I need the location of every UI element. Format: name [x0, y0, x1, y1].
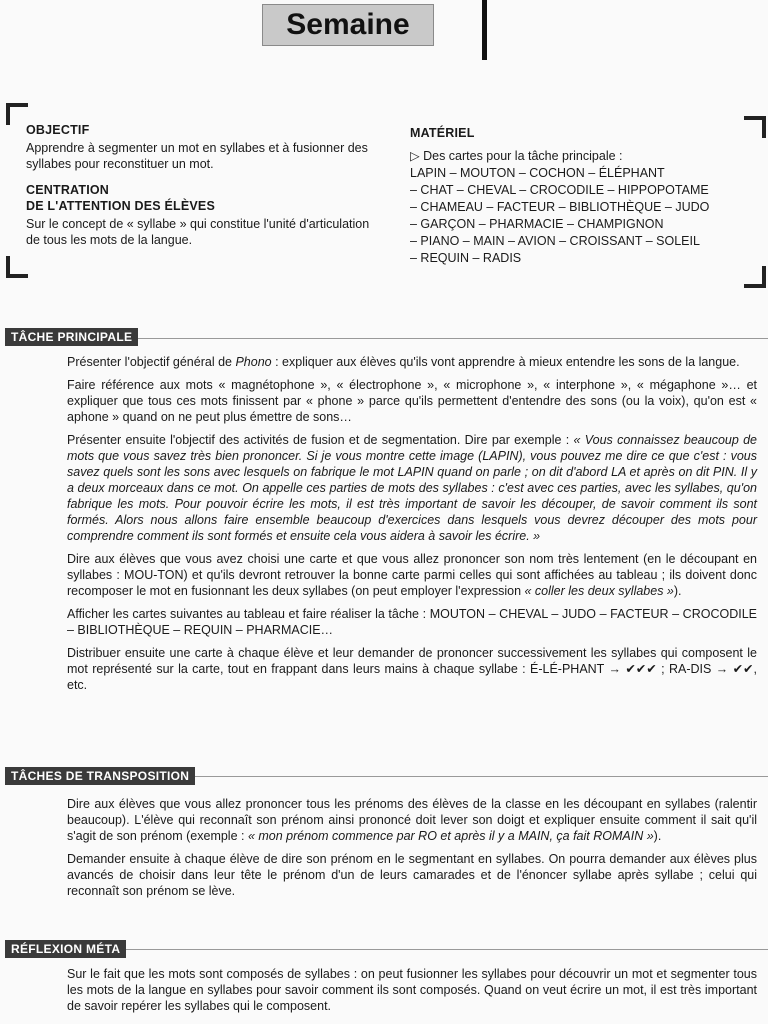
materiel-line: – PIANO – MAIN – AVION – CROISSANT – SOLEIL	[410, 234, 700, 248]
reflexion-meta-body	[67, 966, 757, 1021]
materiel-line: – GARÇON – PHARMACIE – CHAMPIGNON	[410, 217, 664, 231]
frame-corner-bottom-right	[744, 266, 766, 288]
centration-heading-2: DE L'ATTENTION DES ÉLÈVES	[26, 199, 216, 213]
paragraph: Demander ensuite à chaque élève de dire son prénom en le segmentant en syllabes. On pourra demander aux élèves plus avancés de choisir dans leur tête le prénom d'un de leurs camarades et de l'énoncer syllabe après syllabe ; celui qui reconnaît son prénom se lève.	[67, 852, 757, 898]
materiel-box	[410, 125, 760, 267]
objectives-box	[26, 122, 386, 258]
transposition-body	[67, 796, 757, 906]
tache-principale-body	[67, 354, 757, 700]
paragraph: Dire aux élèves que vous allez prononcer tous les prénoms des élèves de la classe en les découpant en syllabes (ralentir beaucoup). L'élève qui reconnaît son prénom ainsi prononcé doit lever son doigt et expliquer ensuite comment il sait qu'il s'agit de son prénom (exemple : « mon prénom commence par RO et après il y a MAIN, ça fait ROMAIN »).	[67, 797, 757, 843]
centration-text: Sur le concept de « syllabe » qui constitue l'unité d'articulation de tous les mots de la langue.	[26, 217, 370, 247]
frame-corner-top-left	[6, 103, 28, 125]
header-divider	[482, 0, 487, 60]
paragraph: Sur le fait que les mots sont composés de syllabes : on peut fusionner les syllabes pour découvrir un mot et segmenter tous les mots de la langue en syllabes pour savoir comment ils sont composés. Quand on veut écrire un mot, il est très important de savoir repérer les syllabes qui le composent.	[67, 967, 757, 1013]
paragraph: Présenter ensuite l'objectif des activités de fusion et de segmentation. Dire par exemple : « Vous connaissez beaucoup de mots que vous savez très bien prononcer. Si je vous montre cette image (LAPIN), vous pouvez me dire ce que c'est : vous savez quels sont les sons avec lesquels on fabrique le mot LAPIN quand on parle ; on dit d'abord LA et après on dit PIN. Il y a deux morceaux dans ce mot. On appelle ces parties de mots des syllabes : c'est avec ces parties, avec les syllabes, qu'on fabrique les mots. Pour pouvoir écrire les mots, il est très important de savoir les découper, de savoir comment ils sont formés. Alors nous allons faire ensemble beaucoup d'exercices dans lesquels vous devrez découper des mots pour comprendre comment ils sont formés et ensuite cela vous aidera à savoir les écrire. »	[67, 433, 758, 543]
materiel-heading: MATÉRIEL	[410, 126, 475, 140]
paragraph: Présenter l'objectif général de Phono : expliquer aux élèves qu'ils vont apprendre à mieux entendre les sons de la langue.	[67, 355, 740, 369]
section-label-transposition: TÂCHES DE TRANSPOSITION	[5, 767, 195, 785]
paragraph: Dire aux élèves que vous avez choisi une carte et que vous allez prononcer son nom très lentement (en le découpant en syllabes : MOU-TON) et qu'ils devront retrouver la bonne carte parmi celles qui sont affichées au tableau ; ils doivent donc recomposer le mot en fusionnant les deux syllabes (on peut employer l'expression « coller les deux syllabes »).	[67, 552, 757, 598]
page-title: Semaine	[262, 4, 434, 46]
paragraph: Distribuer ensuite une carte à chaque élève et leur demander de prononcer successivement les syllabes qui composent le mot représenté sur la carte, tout en frappant dans leurs mains à chaque syllabe : É-LÉ-PHANT → ✔✔✔ ; RA-DIS → ✔✔, etc.	[67, 646, 757, 692]
section-label-tache-principale: TÂCHE PRINCIPALE	[5, 328, 138, 346]
materiel-line: ▷ Des cartes pour la tâche principale :	[410, 149, 623, 163]
objectif-text: Apprendre à segmenter un mot en syllabes et à fusionner des syllabes pour reconstituer un mot.	[26, 141, 368, 171]
materiel-line: – CHAMEAU – FACTEUR – BIBLIOTHÈQUE – JUDO	[410, 200, 710, 214]
materiel-line: LAPIN – MOUTON – COCHON – ÉLÉPHANT	[410, 166, 665, 180]
paragraph: Afficher les cartes suivantes au tableau et faire réaliser la tâche : MOUTON – CHEVAL – JUDO – FACTEUR – CROCODILE – BIBLIOTHÈQUE – REQUIN – PHARMACIE…	[67, 607, 757, 637]
materiel-line: – REQUIN – RADIS	[410, 251, 522, 265]
objectif-heading: OBJECTIF	[26, 123, 90, 137]
section-label-reflexion-meta: RÉFLEXION MÉTA	[5, 940, 126, 958]
materiel-list	[410, 148, 760, 267]
frame-corner-bottom-left	[6, 256, 28, 278]
paragraph: Faire référence aux mots « magnétophone », « électrophone », « microphone », « interphone », « mégaphone »… et expliquer que tous ces mots finissent par « phone » parce qu'ils permettent d'entendre des sons (ou la voix), qu'on est « aphone » quand on ne peut plus émettre de sons…	[67, 378, 757, 424]
materiel-line: – CHAT – CHEVAL – CROCODILE – HIPPOPOTAME	[410, 183, 709, 197]
centration-heading: CENTRATION	[26, 183, 110, 197]
